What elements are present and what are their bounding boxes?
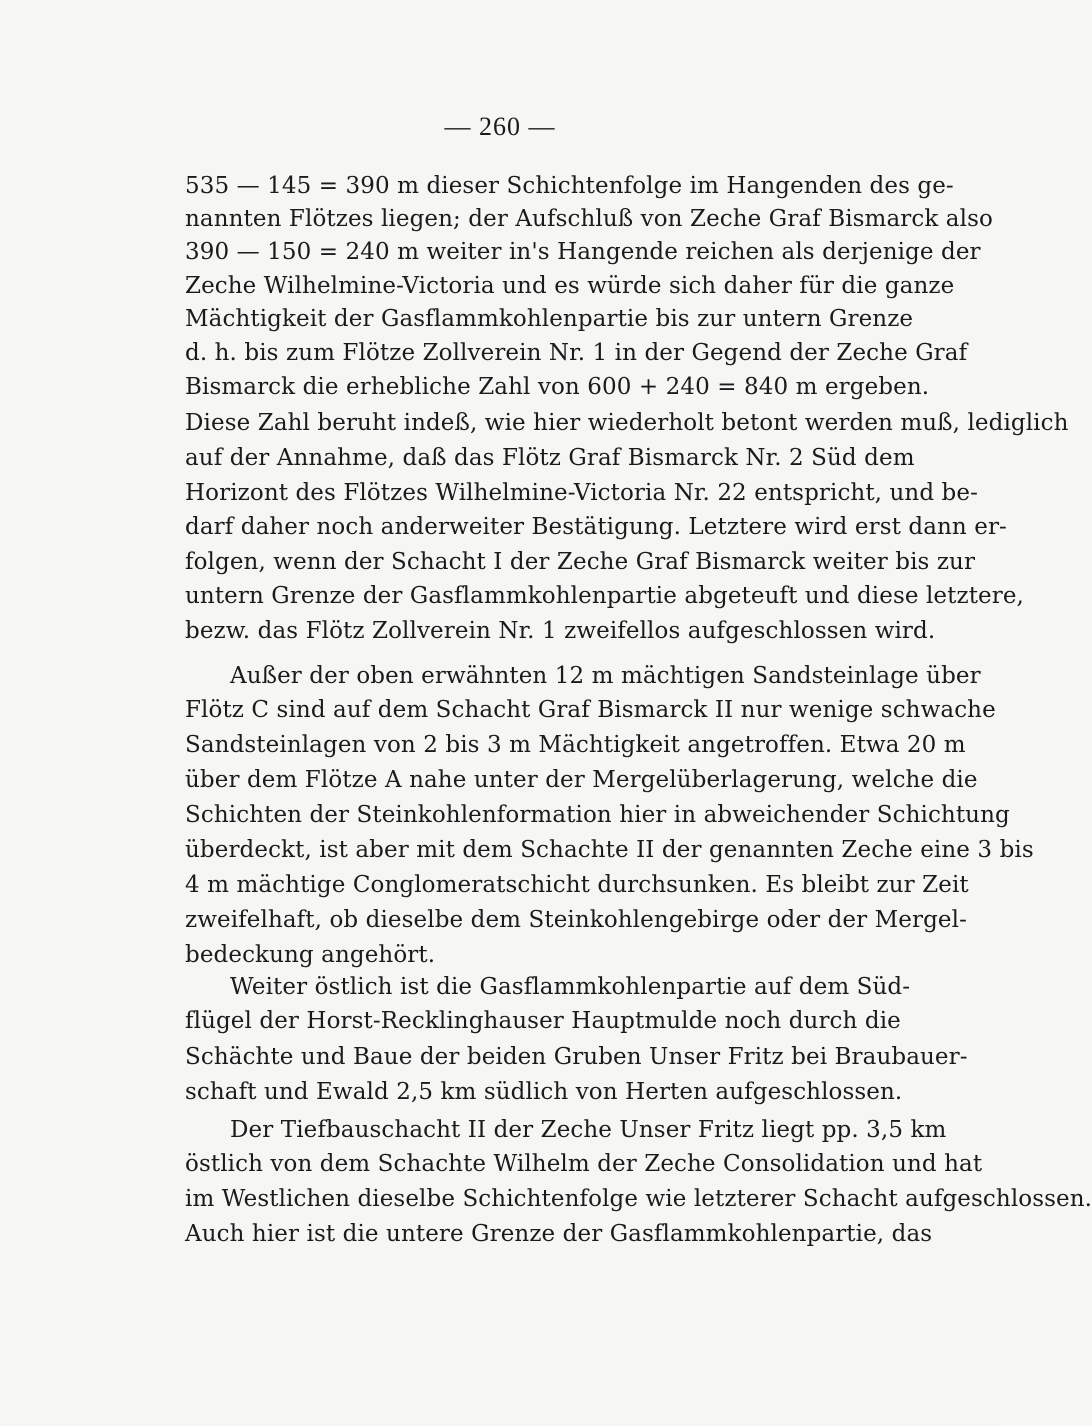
- text-line: Sandsteinlagen von 2 bis 3 m Mächtigkeit angetroffen. Etwa 20 m: [185, 732, 966, 758]
- text-line: überdeckt, ist aber mit dem Schachte II der genannten Zeche eine 3 bis: [185, 837, 1034, 863]
- text-line: bezw. das Flötz Zollverein Nr. 1 zweifellos aufgeschlossen wird.: [185, 618, 936, 644]
- text-line: nannten Flötzes liegen; der Aufschluß von Zeche Graf Bismarck also: [185, 206, 993, 232]
- text-line: zweifelhaft, ob dieselbe dem Steinkohlengebirge oder der Mergel-: [185, 907, 967, 933]
- text-line: untern Grenze der Gasflammkohlenpartie abgeteuft und diese letztere,: [185, 583, 1024, 609]
- text-line: 390 — 150 = 240 m weiter in's Hangende reichen als derjenige der: [185, 239, 981, 265]
- text-line: Weiter östlich ist die Gasflammkohlenpartie auf dem Süd-: [230, 974, 911, 1000]
- text-line: über dem Flötze A nahe unter der Mergelüberlagerung, welche die: [185, 767, 978, 793]
- text-line: Schächte und Baue der beiden Gruben Unser Fritz bei Braubauer-: [185, 1044, 968, 1070]
- text-line: bedeckung angehört.: [185, 942, 436, 968]
- text-line: Auch hier ist die untere Grenze der Gasflammkohlenpartie, das: [185, 1221, 933, 1247]
- text-line: Horizont des Flötzes Wilhelmine-Victoria Nr. 22 entspricht, und be-: [185, 480, 978, 506]
- text-line: östlich von dem Schachte Wilhelm der Zeche Consolidation und hat: [185, 1151, 983, 1177]
- text-line: Zeche Wilhelmine-Victoria und es würde sich daher für die ganze: [185, 273, 955, 299]
- text-line: Mächtigkeit der Gasflammkohlenpartie bis zur untern Grenze: [185, 306, 914, 332]
- text-line: Schichten der Steinkohlenformation hier in abweichender Schichtung: [185, 802, 1010, 828]
- text-line: im Westlichen dieselbe Schichtenfolge wie letzterer Schacht aufgeschlossen.: [185, 1186, 1092, 1212]
- text-line: 4 m mächtige Conglomeratschicht durchsunken. Es bleibt zur Zeit: [185, 872, 969, 898]
- text-line: darf daher noch anderweiter Bestätigung. Letztere wird erst dann er-: [185, 514, 1007, 540]
- text-line: folgen, wenn der Schacht I der Zeche Graf Bismarck weiter bis zur: [185, 549, 976, 575]
- text-line: Diese Zahl beruht indeß, wie hier wiederholt betont werden muß, lediglich: [185, 410, 1069, 436]
- text-line: flügel der Horst-Recklinghauser Hauptmulde noch durch die: [185, 1008, 901, 1034]
- text-line: 535 — 145 = 390 m dieser Schichtenfolge im Hangenden des ge-: [185, 173, 954, 199]
- text-line: Bismarck die erhebliche Zahl von 600 + 240 = 840 m ergeben.: [185, 374, 930, 400]
- text-line: auf der Annahme, daß das Flötz Graf Bismarck Nr. 2 Süd dem: [185, 445, 915, 471]
- text-line: d. h. bis zum Flötze Zollverein Nr. 1 in der Gegend der Zeche Graf: [185, 340, 968, 366]
- text-line: schaft und Ewald 2,5 km südlich von Herten aufgeschlossen.: [185, 1079, 903, 1105]
- text-line: Der Tiefbauschacht II der Zeche Unser Fritz liegt pp. 3,5 km: [230, 1117, 947, 1143]
- text-line: Flötz C sind auf dem Schacht Graf Bismarck II nur wenige schwache: [185, 697, 996, 723]
- page-number: — 260 —: [444, 112, 556, 141]
- text-line: Außer der oben erwähnten 12 m mächtigen Sandsteinlage über: [230, 663, 981, 689]
